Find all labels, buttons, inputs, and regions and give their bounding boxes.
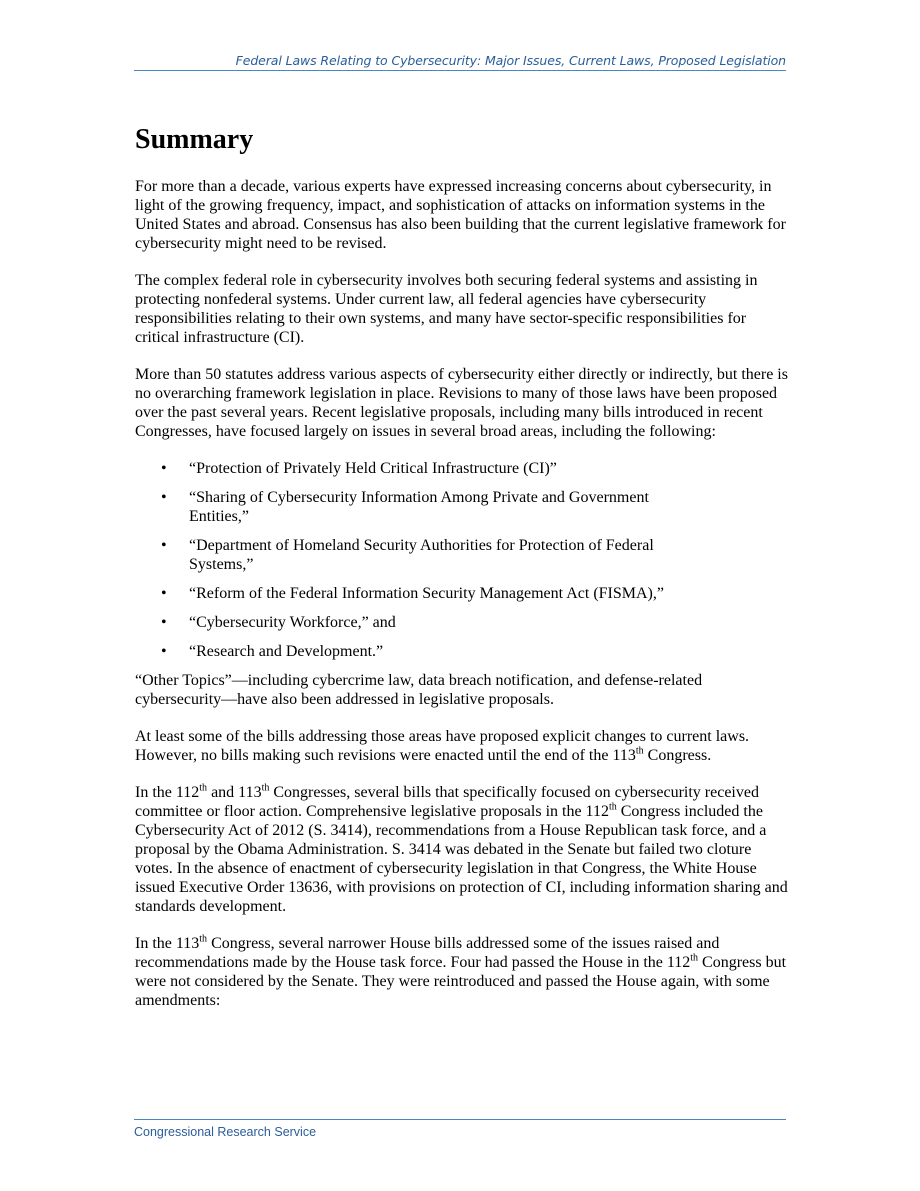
ordinal-suffix: th: [690, 952, 699, 964]
running-header-title: Federal Laws Relating to Cybersecurity: Major Issues, Current Laws, Proposed Legislation: [235, 53, 786, 68]
list-item: [135, 488, 790, 526]
ordinal-suffix: th: [635, 745, 644, 757]
list-item-text: “Protection of Privately Held Critical Infrastructure (CI)”: [189, 460, 557, 477]
list-item-text: “Sharing of Cybersecurity Information Among Private and Government Entities,”: [189, 489, 649, 525]
summary-section: [135, 122, 790, 1028]
running-footer: [134, 1119, 786, 1141]
list-item-text: “Reform of the Federal Information Security Management Act (FISMA),”: [189, 585, 664, 602]
paragraph-3: More than 50 statutes address various aspects of cybersecurity either directly or indirectly, but there is no overarching framework legislation in place. Revisions to many of those laws have been proposed over the past several years. Recent legislative proposals, including many bills introduced in recent Congresses, have focused largely on issues in several broad areas, including the following:: [135, 366, 788, 440]
bullet-icon: •: [161, 460, 167, 477]
ordinal-suffix: th: [199, 933, 208, 945]
paragraph-7-text-a: In the 113: [135, 935, 200, 952]
paragraph-7-text-b: Congress, several narrower House bills addressed some of the issues raised and recommendations made by the House task force. Four had passed the House in the 112: [135, 935, 720, 971]
paragraph-6-text-b: and 113: [207, 784, 262, 801]
list-item-text: “Research and Development.”: [189, 643, 384, 660]
paragraph-5-text-a: At least some of the bills addressing those areas have proposed explicit changes to current laws. However, no bills making such revisions were enacted until the end of the 113: [135, 728, 750, 764]
paragraph-6-text-c: Congresses, several bills that specifically focused on cybersecurity received committee or floor action. Comprehensive legislative proposals in the 112: [135, 784, 759, 820]
bullet-icon: •: [161, 614, 167, 631]
list-item-text: “Department of Homeland Security Authorities for Protection of Federal Systems,”: [189, 537, 654, 573]
list-item: [135, 536, 790, 574]
list-item: [135, 642, 790, 661]
bullet-icon: •: [161, 537, 167, 554]
bullet-icon: •: [161, 489, 167, 506]
topic-list: [135, 459, 790, 661]
paragraph-6-text-d: Congress included the Cybersecurity Act of 2012 (S. 3414), recommendations from a House Republican task force, and a proposal by the Obama Administration. S. 3414 was debated in the Senate but failed two cloture votes. In the absence of enactment of cybersecurity legislation in that Congress, the White House issued Executive Order 13636, with provisions on protection of CI, including information sharing and standards development.: [135, 803, 788, 915]
bullet-icon: •: [161, 585, 167, 602]
summary-heading: Summary: [135, 124, 254, 155]
running-header: [134, 52, 786, 71]
paragraph-7: [135, 934, 790, 1010]
paragraph-4: “Other Topics”—including cybercrime law, data breach notification, and defense-related cybersecurity—have also been addressed in legislative proposals.: [135, 672, 703, 708]
paragraph-6: [135, 783, 790, 916]
ordinal-suffix: th: [261, 782, 270, 794]
list-item: [135, 584, 790, 603]
paragraph-5-text-b: Congress.: [643, 747, 712, 764]
list-item: [135, 459, 790, 478]
list-item: [135, 613, 790, 632]
bullet-icon: •: [161, 643, 167, 660]
footer-publisher: Congressional Research Service: [134, 1125, 317, 1139]
ordinal-suffix: th: [199, 782, 208, 794]
paragraph-7-text-c: Congress but were not considered by the Senate. They were reintroduced and passed the House again, with some amendments:: [135, 954, 787, 1009]
list-item-text: “Cybersecurity Workforce,” and: [189, 614, 396, 631]
paragraph-6-text-a: In the 112: [135, 784, 200, 801]
paragraph-1: For more than a decade, various experts have expressed increasing concerns about cybersecurity, in light of the growing frequency, impact, and sophistication of attacks on information systems in the United States and abroad. Consensus has also been building that the current legislative framework for cybersecurity might need to be revised.: [135, 178, 786, 252]
paragraph-2: The complex federal role in cybersecurity involves both securing federal systems and assisting in protecting nonfederal systems. Under current law, all federal agencies have cybersecurity responsibilities relating to their own systems, and many have sector-specific responsibilities for critical infrastructure (CI).: [135, 272, 758, 346]
ordinal-suffix: th: [608, 801, 617, 813]
paragraph-5: [135, 727, 790, 765]
